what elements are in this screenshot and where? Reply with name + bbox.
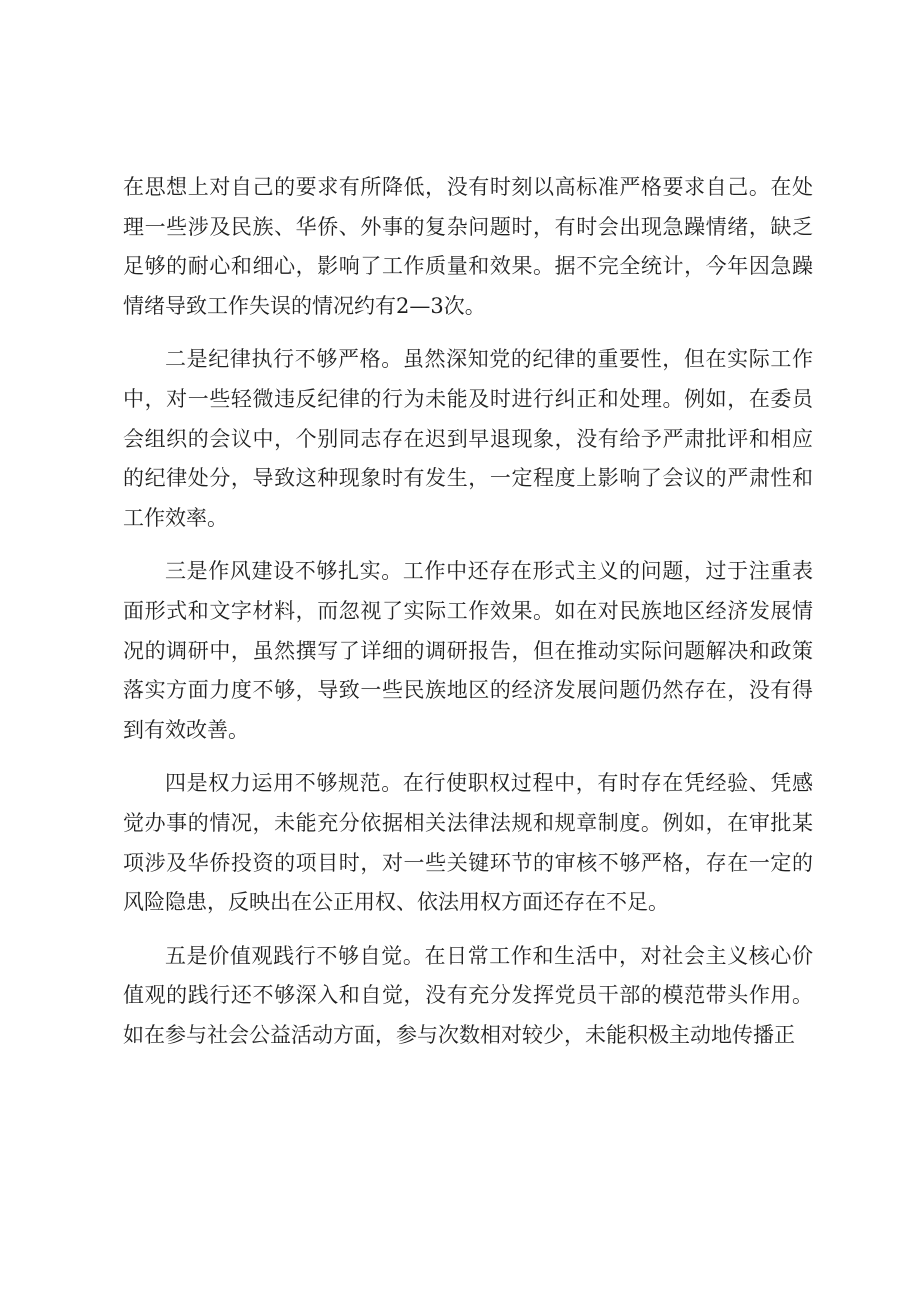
- paragraph-power-use: 四是权力运用不够规范。在行使职权过程中，有时存在凭经验、凭感觉办事的情况，未能充分依据相关法律法规和规章制度。例如，在审批某项涉及华侨投资的项目时，对一些关键环节的审核不够严格，存在一定的风险隐患，反映出在公正用权、依法用权方面还存在不足。: [123, 771, 813, 915]
- paragraph-discipline: 二是纪律执行不够严格。虽然深知党的纪律的重要性，但在实际工作中，对一些轻微违反纪律的行为未能及时进行纠正和处理。例如，在委员会组织的会议中，个别同志存在迟到早退现象，没有给予严肃批评和相应的纪律处分，导致这种现象时有发生，一定程度上影响了会议的严肃性和工作效率。: [123, 347, 813, 530]
- paragraph-work-style: 三是作风建设不够扎实。工作中还存在形式主义的问题，过于注重表面形式和文字材料，而忽视了实际工作效果。如在对民族地区经济发展情况的调研中，虽然撰写了详细的调研报告，但在推动实际问题解决和政策落实方面力度不够，导致一些民族地区的经济发展问题仍然存在，没有得到有效改善。: [123, 559, 813, 742]
- document-body: [123, 168, 813, 1069]
- paragraph-values: 五是价值观践行不够自觉。在日常工作和生活中，对社会主义核心价值观的践行还不够深入和自觉，没有充分发挥党员干部的模范带头作用。如在参与社会公益活动方面，参与次数相对较少，未能积极主动地传播正: [123, 943, 813, 1047]
- paragraph-continuation: 在思想上对自己的要求有所降低，没有时刻以高标准严格要求自己。在处理一些涉及民族、华侨、外事的复杂问题时，有时会出现急躁情绪，缺乏足够的耐心和细心，影响了工作质量和效果。据不完全统计，今年因急躁情绪导致工作失误的情况约有2—3次。: [123, 175, 813, 318]
